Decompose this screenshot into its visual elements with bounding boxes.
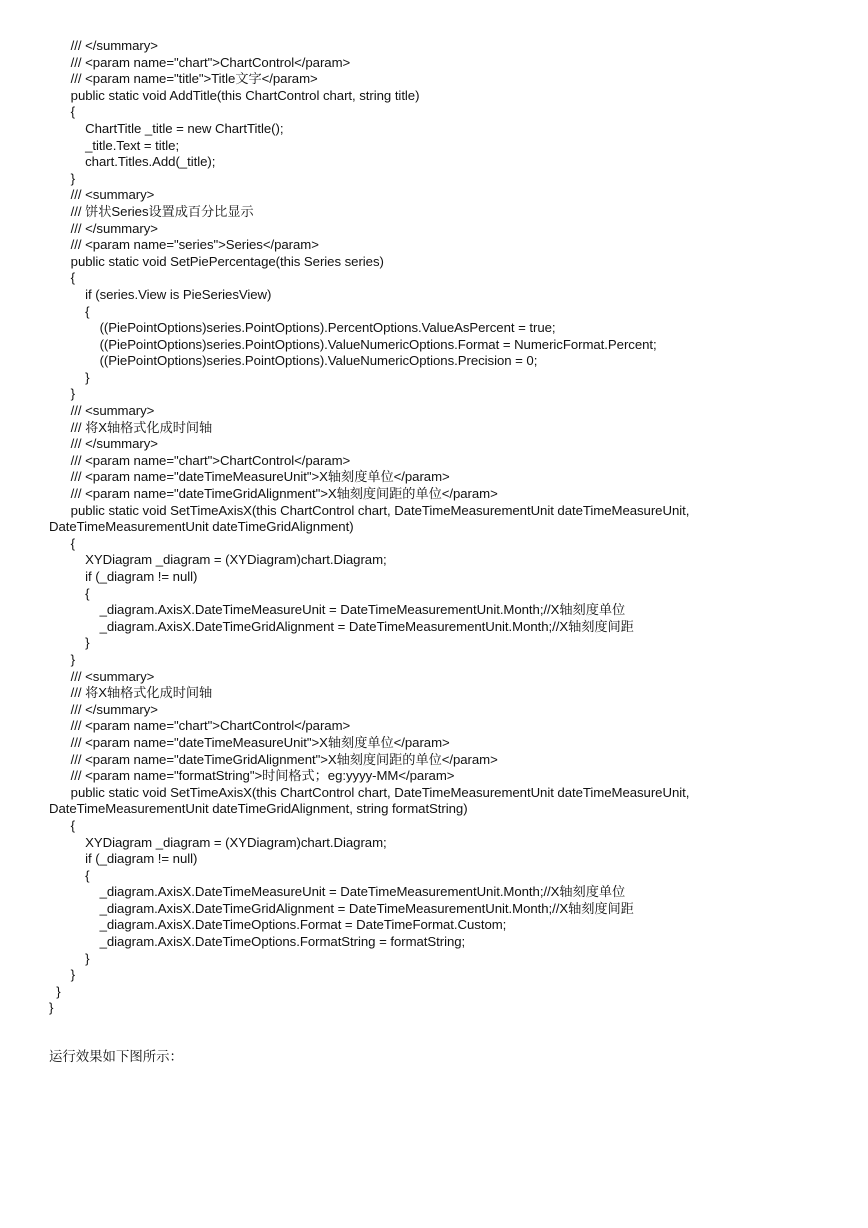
code-line: }	[49, 651, 76, 667]
code-line: public static void AddTitle(this ChartControl chart, string title)	[49, 87, 420, 103]
code-line: _diagram.AxisX.DateTimeOptions.FormatString = formatString;	[49, 934, 466, 950]
code-line: }	[49, 386, 76, 402]
code-line: ((PiePointOptions)series.PointOptions).ValueNumericOptions.Precision = 0;	[49, 353, 538, 369]
code-line: }	[49, 1000, 54, 1016]
code-line: if (_diagram != null)	[49, 569, 198, 584]
code-line: }	[49, 967, 76, 983]
code-line: {	[49, 535, 76, 551]
code-line: if (series.View is PieSeriesView)	[49, 286, 272, 302]
code-line: _diagram.AxisX.DateTimeMeasureUnit = DateTimeMeasurementUnit.Month;//X轴刻度单位	[49, 884, 626, 900]
code-line: {	[49, 104, 76, 120]
code-line: chart.Titles.Add(_title);	[49, 154, 216, 170]
code-line: _diagram.AxisX.DateTimeGridAlignment = DateTimeMeasurementUnit.Month;//X轴刻度间距	[49, 618, 634, 634]
code-line: /// <param name="dateTimeGridAlignment">X轴刻度间距的单位</param>	[49, 751, 498, 767]
code-line: _diagram.AxisX.DateTimeOptions.Format = DateTimeFormat.Custom;	[49, 917, 507, 933]
code-block	[49, 38, 849, 1017]
code-line: }	[49, 635, 90, 651]
code-line: /// <summary>	[49, 187, 155, 203]
code-line: /// <param name="formatString">时间格式；eg:yyyy-MM</param>	[49, 768, 455, 784]
code-line: /// <param name="title">Title文字</param>	[49, 71, 318, 87]
code-line: ChartTitle _title = new ChartTitle();	[49, 120, 284, 136]
code-line: /// 将X轴格式化成时间轴	[49, 685, 213, 701]
code-line: /// <param name="chart">ChartControl</param>	[49, 718, 351, 734]
code-line: {	[49, 867, 90, 883]
code-line: DateTimeMeasurementUnit dateTimeGridAlignment, string formatString)	[49, 801, 468, 817]
code-line: _diagram.AxisX.DateTimeMeasureUnit = DateTimeMeasurementUnit.Month;//X轴刻度单位	[49, 602, 626, 618]
code-line: /// <param name="series">Series</param>	[49, 237, 319, 253]
code-line: /// 饼状Series设置成百分比显示	[49, 203, 254, 219]
result-caption: 运行效果如下图所示：	[49, 1049, 183, 1064]
code-line: /// <param name="chart">ChartControl</param>	[49, 54, 351, 70]
code-line: _title.Text = title;	[49, 137, 180, 153]
code-line: /// </summary>	[49, 220, 158, 236]
code-line: ((PiePointOptions)series.PointOptions).PercentOptions.ValueAsPercent = true;	[49, 320, 556, 336]
code-line: /// <param name="dateTimeMeasureUnit">X轴刻度单位</param>	[49, 469, 450, 485]
code-line: public static void SetTimeAxisX(this ChartControl chart, DateTimeMeasurementUnit dateTimeMeasureUnit,	[49, 502, 690, 518]
code-line: XYDiagram _diagram = (XYDiagram)chart.Diagram;	[49, 834, 387, 850]
code-line: public static void SetPiePercentage(this Series series)	[49, 253, 384, 269]
code-line: }	[49, 369, 90, 385]
code-line: /// </summary>	[49, 436, 158, 452]
code-line: /// 将X轴格式化成时间轴	[49, 419, 213, 435]
code-line: {	[49, 303, 90, 319]
code-line: /// </summary>	[49, 38, 158, 53]
code-line: }	[49, 950, 90, 966]
code-line: {	[49, 585, 90, 601]
code-line: XYDiagram _diagram = (XYDiagram)chart.Diagram;	[49, 552, 387, 568]
code-line: /// <param name="chart">ChartControl</param>	[49, 452, 351, 468]
code-line: /// <summary>	[49, 668, 155, 684]
code-line: _diagram.AxisX.DateTimeGridAlignment = DateTimeMeasurementUnit.Month;//X轴刻度间距	[49, 900, 634, 916]
code-line: /// <summary>	[49, 403, 155, 419]
code-line: /// <param name="dateTimeGridAlignment">X轴刻度间距的单位</param>	[49, 486, 498, 502]
code-line: if (_diagram != null)	[49, 851, 198, 867]
code-line: /// </summary>	[49, 701, 158, 717]
code-line: ((PiePointOptions)series.PointOptions).ValueNumericOptions.Format = NumericFormat.Percent;	[49, 336, 657, 352]
code-line: public static void SetTimeAxisX(this ChartControl chart, DateTimeMeasurementUnit dateTimeMeasureUnit,	[49, 784, 690, 800]
code-line: DateTimeMeasurementUnit dateTimeGridAlignment)	[49, 519, 354, 535]
code-line: {	[49, 270, 76, 286]
code-line: }	[49, 983, 61, 999]
code-line: {	[49, 817, 76, 833]
code-line: }	[49, 170, 76, 186]
code-line: /// <param name="dateTimeMeasureUnit">X轴刻度单位</param>	[49, 734, 450, 750]
